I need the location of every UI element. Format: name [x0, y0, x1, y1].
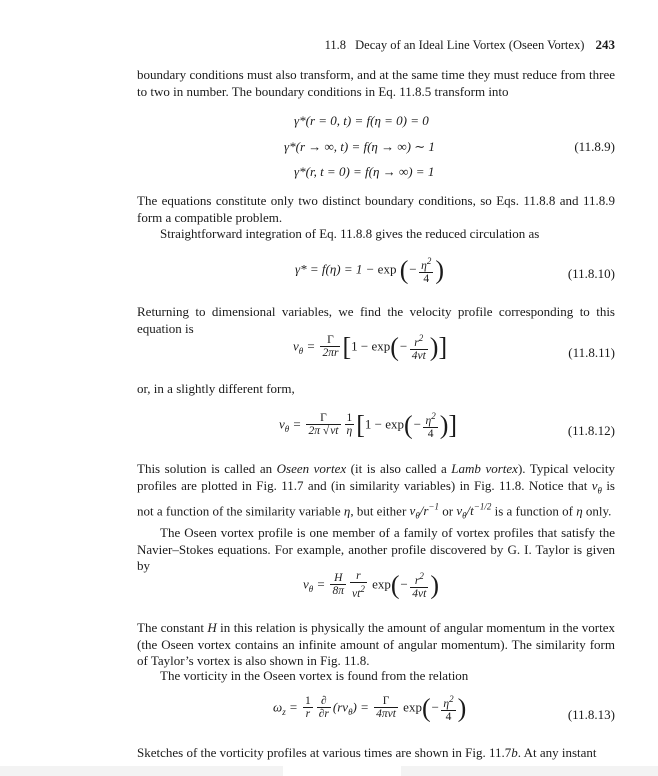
paragraph: Sketches of the vorticity profiles at various times are shown in Fig. 11.7b. At any instant — [137, 745, 597, 760]
page-number: 243 — [595, 37, 615, 52]
paragraph: This solution is called an Oseen vortex (it is also called a Lamb vortex). Typical velocity profiles are plotted in Fig. 11.7 and (in similarity variables) in Fig. 11.8. Notice that $v_\theta$ is not a function of the similarity variable η, but either $v_\theta/r^{-1}$ or $v_\theta/t^{-1/2}$ is a function of η only. — [137, 461, 616, 521]
paragraph: or, in a slightly different form, — [137, 381, 295, 396]
running-header — [137, 37, 615, 53]
paragraph: boundary conditions must also transform, and at the same time they must reduce from three to two in number. The boundary conditions in Eq. 11.8.5 transform into — [137, 67, 615, 99]
equation-number: (11.8.9) — [574, 139, 615, 154]
equation-11-8-11 — [137, 332, 615, 374]
equation-body: $v_\theta$ = $\frac{H}{8\pi}$ $\frac{r}{\nu t^2}$ exp(− $\frac{r^2}{4\nu t}$ ) — [303, 570, 440, 600]
equation-body: γ* = f(η) = 1 − exp (− $\frac{\eta^2}{4}$ ) — [295, 255, 445, 285]
equation-line: γ*(r, t = 0) = f(η → ∞) = 1 — [294, 164, 435, 179]
equation-11-8-12 — [137, 408, 615, 454]
paragraph: The Oseen vortex profile is one member of a family of vortex profiles that satisfy the Navier–Stokes equations. For example, another profile discovered by G. I. Taylor is given by — [137, 525, 615, 573]
page-bottom-edge — [0, 766, 658, 776]
paragraph: Straightforward integration of Eq. 11.8.8 gives the reduced circulation as — [160, 226, 540, 241]
equation-body: $v_\theta$ = $\frac{\Gamma}{2\pi r}$ [1 − exp(− $\frac{r^2}{4\nu t}$ )] — [293, 332, 448, 362]
paragraph: The equations constitute only two distinct boundary conditions, so Eqs. 11.8.8 and 11.8.9 form a compatible problem. — [137, 193, 615, 225]
paragraph: The constant H in this relation is physically the amount of angular momentum in the vortex (the Oseen vortex contains an infinite amount of angular momentum). The similarity form of Taylor’s vortex is also shown in Fig. 11.8. — [137, 620, 615, 668]
equation-number: (11.8.13) — [567, 707, 615, 722]
paragraph: Returning to dimensional variables, we find the velocity profile corresponding to this equation is — [137, 304, 615, 336]
paragraph: The vorticity in the Oseen vortex is found from the relation — [160, 668, 469, 683]
equation-11-8-13 — [137, 693, 615, 735]
equation-line: γ*(r = 0, t) = f(η = 0) = 0 — [294, 113, 429, 128]
equation-11-8-9 — [137, 113, 615, 183]
equation-body: $\omega_z$ = $\frac{1}{r}$ $\frac{\partial}{\partial r}$ $(rv_\theta)$ = $\frac{\Gamma}{\text{4πνt}}$ exp(− $\frac{\eta^2}{4}$ ) — [273, 693, 467, 723]
equation-taylor-vortex — [137, 570, 615, 612]
header-section: 11.8 — [324, 38, 347, 52]
equation-number: (11.8.10) — [567, 266, 615, 281]
equation-body: $v_\theta$ = $\frac{\Gamma}{2\pi √\nu t}$ $\frac{1}{\eta}$ [1 − exp(− $\frac{\eta^2}{4}$ )] — [279, 410, 458, 440]
equation-11-8-10 — [137, 253, 615, 293]
header-title: Decay of an Ideal Line Vortex (Oseen Vortex) — [355, 38, 585, 52]
equation-number: (11.8.11) — [568, 345, 615, 360]
equation-number: (11.8.12) — [567, 423, 615, 438]
equation-line: γ*(r → ∞, t) = f(η → ∞) ∼ 1 — [284, 139, 435, 154]
